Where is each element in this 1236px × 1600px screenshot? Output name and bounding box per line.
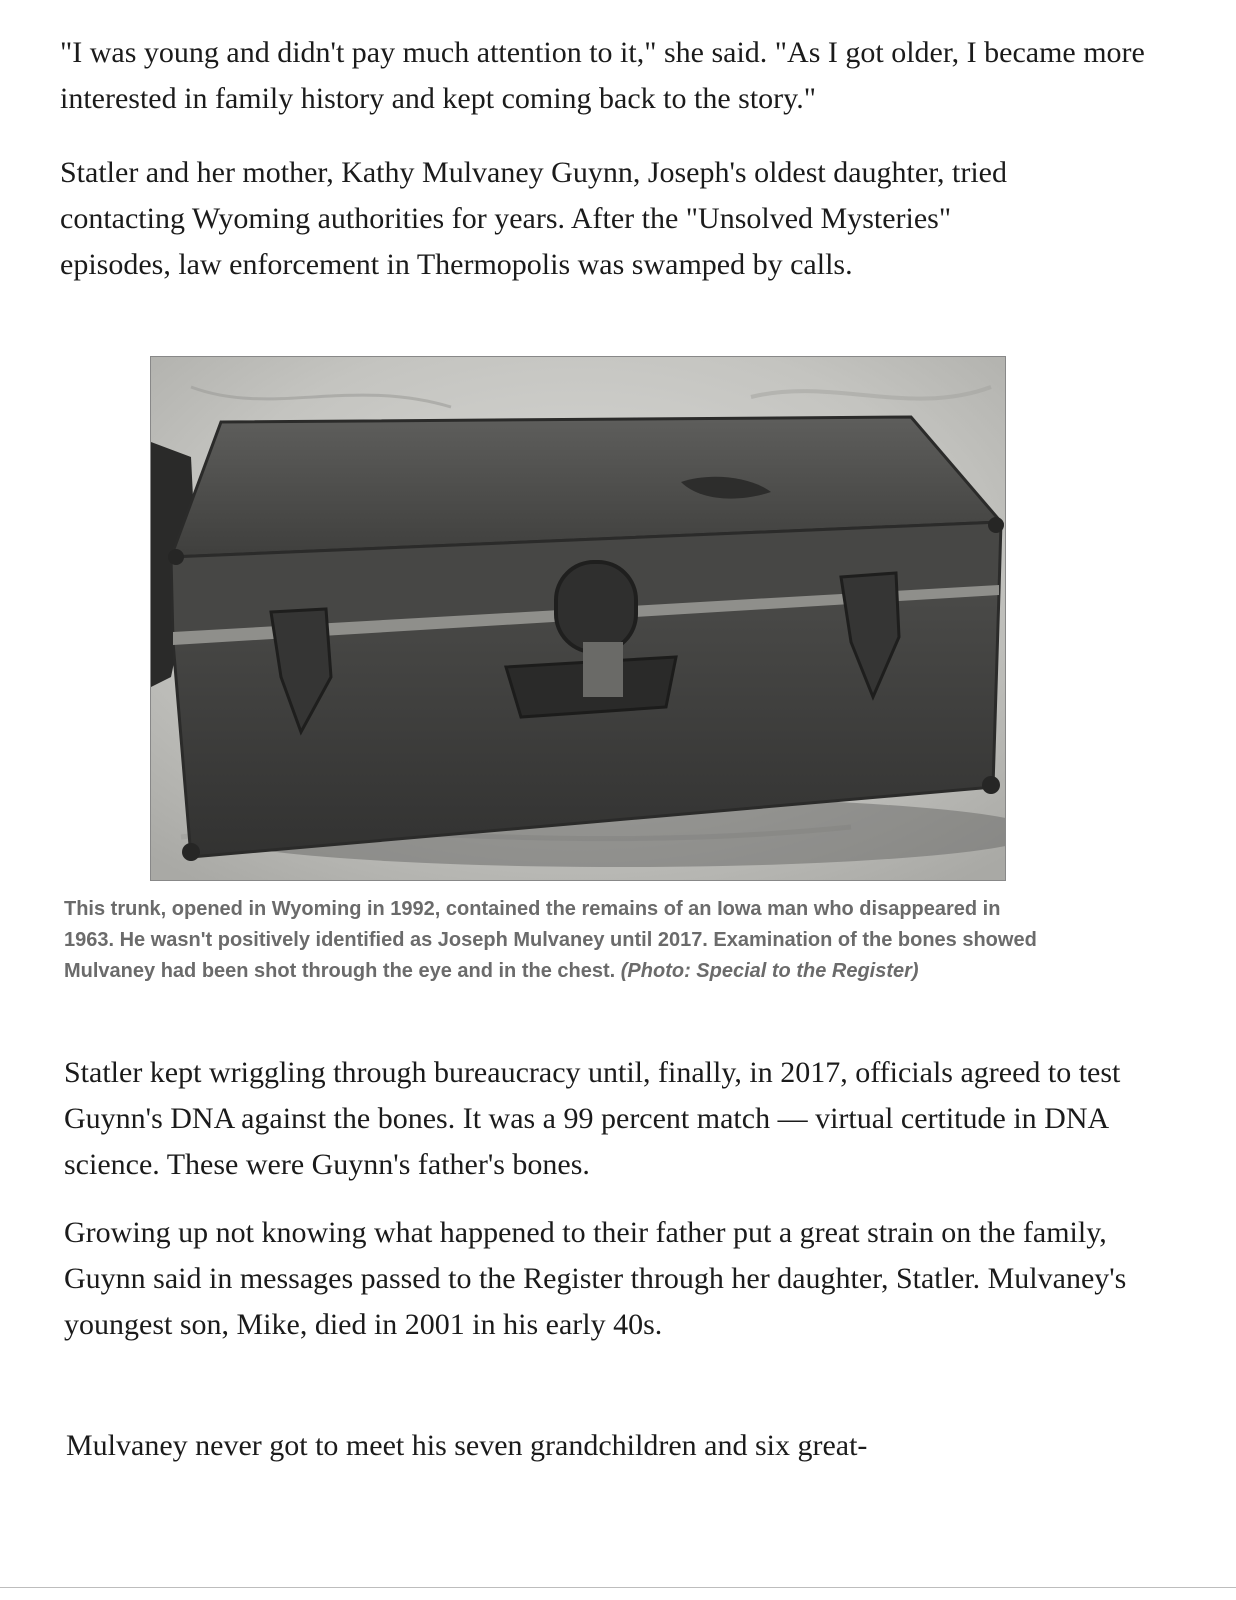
page-bottom-divider — [0, 1587, 1236, 1588]
article-paragraph-2: Statler and her mother, Kathy Mulvaney Guynn, Joseph's oldest daughter, tried contacting Wyoming authorities for years. After the "Unsolved Mysteries" episodes, law enforcement in Thermopolis was swamped by calls. — [60, 156, 1007, 281]
caption-text: This trunk, opened in Wyoming in 1992, contained the remains of an Iowa man who disappeared in 1963. He wasn't positively identified as Joseph Mulvaney until 2017. Examination of the bones showed Mulvaney had been shot through the eye and in the chest. — [64, 898, 1037, 982]
photo-credit: (Photo: Special to the Register) — [620, 960, 919, 982]
article-paragraph-5: Mulvaney never got to meet his seven grandchildren and six great- — [66, 1429, 868, 1462]
article-paragraph-1: "I was young and didn't pay much attention to it," she said. "As I got older, I became more interested in family history and kept coming back to the story." — [60, 36, 1145, 115]
trunk-photo — [150, 356, 1006, 881]
photo-caption — [64, 894, 1044, 987]
article-paragraph-3: Statler kept wriggling through bureaucracy until, finally, in 2017, officials agreed to test Guynn's DNA against the bones. It was a 99 percent match — virtual certitude in DNA science. These were Guynn's father's bones. — [64, 1056, 1121, 1181]
article-paragraph-4: Growing up not knowing what happened to their father put a great strain on the family, Guynn said in messages passed to the Register through her daughter, Statler. Mulvaney's youngest son, Mike, died in 2001 in his early 40s. — [64, 1216, 1127, 1341]
